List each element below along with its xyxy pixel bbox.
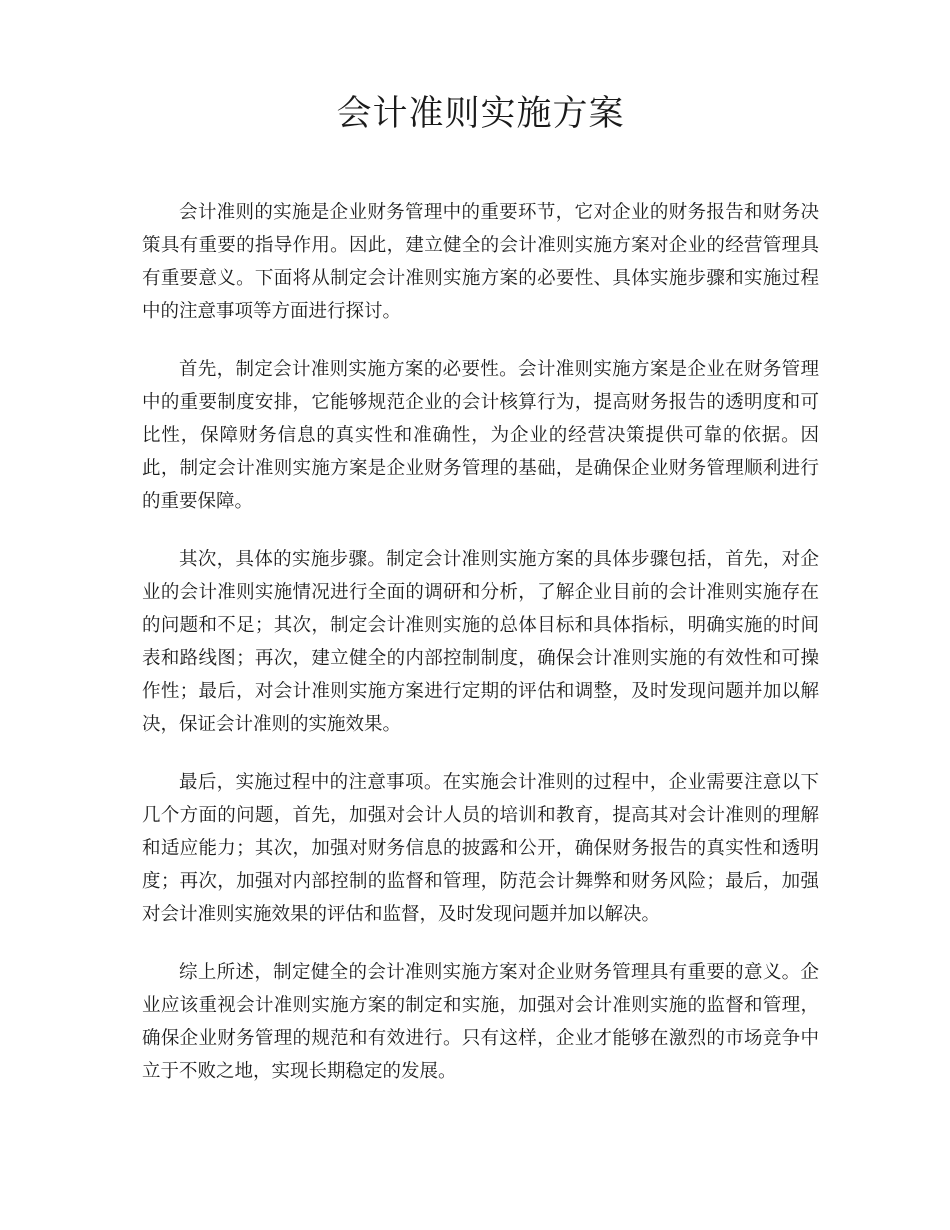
paragraph-conclusion: 综上所述，制定健全的会计准则实施方案对企业财务管理具有重要的意义。企业应该重视会计准则实施方案的制定和实施，加强对会计准则实施的监督和管理，确保企业财务管理的规范和有效进行。只有这样，企业才能够在激烈的市场竞争中立于不败之地，实现长期稳定的发展。 <box>142 961 819 1082</box>
document-body <box>142 196 819 1088</box>
paragraph-precautions: 最后，实施过程中的注意事项。在实施会计准则的过程中，企业需要注意以下几个方面的问题，首先，加强对会计人员的培训和教育，提高其对会计准则的理解和适应能力；其次，加强对财务信息的披露和公开，确保财务报告的真实性和透明度；再次，加强对内部控制的监督和管理，防范会计舞弊和财务风险；最后，加强对会计准则实施效果的评估和监督，及时发现问题并加以解决。 <box>142 771 819 925</box>
paragraph-necessity: 首先，制定会计准则实施方案的必要性。会计准则实施方案是企业在财务管理中的重要制度安排，它能够规范企业的会计核算行为，提高财务报告的透明度和可比性，保障财务信息的真实性和准确性，为企业的经营决策提供可靠的依据。因此，制定会计准则实施方案是企业财务管理的基础，是确保企业财务管理顺利进行的重要保障。 <box>142 358 819 512</box>
paragraph-intro: 会计准则的实施是企业财务管理中的重要环节，它对企业的财务报告和财务决策具有重要的指导作用。因此，建立健全的会计准则实施方案对企业的经营管理具有重要意义。下面将从制定会计准则实施方案的必要性、具体实施步骤和实施过程中的注意事项等方面进行探讨。 <box>142 201 819 322</box>
document-title: 会计准则实施方案 <box>336 94 625 134</box>
paragraph-steps: 其次，具体的实施步骤。制定会计准则实施方案的具体步骤包括，首先，对企业的会计准则实施情况进行全面的调研和分析，了解企业目前的会计准则实施存在的问题和不足；其次，制定会计准则实施的总体目标和具体指标，明确实施的时间表和路线图；再次，建立健全的内部控制制度，确保会计准则实施的有效性和可操作性；最后，对会计准则实施方案进行定期的评估和调整，及时发现问题并加以解决，保证会计准则的实施效果。 <box>142 548 819 735</box>
